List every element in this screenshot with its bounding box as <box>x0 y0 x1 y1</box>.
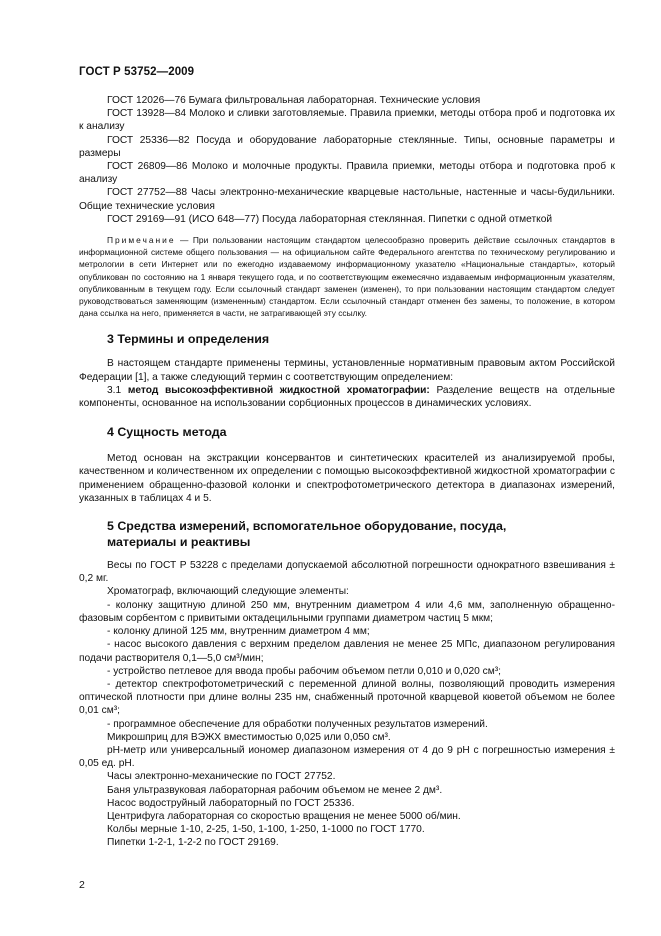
note-label: Примечание <box>107 235 176 246</box>
equipment-item: - насос высокого давления с верхним пределом давления не менее 25 МПс, диапазоном регулирования подачи растворителя 0,1—5,0 см³/мин; <box>79 639 615 664</box>
equipment-item: - колонку длиной 125 мм, внутренним диаметром 4 мм; <box>107 626 370 638</box>
section-5-heading-line1: 5 Средства измерений, вспомогательное оборудование, посуда, <box>107 519 507 534</box>
equipment-item: Насос водоструйный лабораторный по ГОСТ 25336. <box>107 797 355 809</box>
section-5-heading-line2: материалы и реактивы <box>107 535 251 550</box>
note-text: — При пользовании настоящим стандартом целесообразно проверить действие ссылочных стандартов в информационной системе общего пользования — на официальном сайте Федерального агентства по техническому регулированию и метрологии в сети Интернет или по ежегодно издаваемому информационному указателю «Национальные стандарты», который опубликован по состоянию на 1 января текущего года, и по соответствующим ежемесячно издаваемым информационным указателям, опубликованным в текущем году. Если ссылочный стандарт заменен (изменен), то при пользовании настоящим стандартом следует руководствоваться заменяющим (измененным) стандартом. Если ссылочный стандарт отменен без замены, то положение, в котором дана ссылка на него, применяется в части, не затрагивающей эту ссылку. <box>79 235 615 319</box>
equipment-item: Пипетки 1-2-1, 1-2-2 по ГОСТ 29169. <box>107 837 279 849</box>
equipment-item: - детектор спектрофотометрический с переменной длиной волны, позволяющий проводить измерения оптической плотности при длине волны 235 нм, снабженный проточной кварцевой кюветой объемом не более 0,01 см³; <box>79 678 615 717</box>
equipment-item: Центрифуга лабораторная со скоростью вращения не менее 5000 об/мин. <box>107 810 461 822</box>
equipment-item: Колбы мерные 1-10, 2-25, 1-50, 1-100, 1-250, 1-1000 по ГОСТ 1770. <box>107 824 425 836</box>
term-text: Разделение веществ на отдельные компоненты, основанное на использовании сорбционных процессов в динамических условиях. <box>79 384 615 410</box>
reference-item: ГОСТ 29169—91 (ИСО 648—77) Посуда лабораторная стеклянная. Пипетки с одной отметкой <box>107 213 553 225</box>
equipment-item: - колонку защитную длиной 250 мм, внутренним диаметром 4 или 4,6 мм, заполненную обращенно-фазовым сорбентом с привитыми октадецильными группами диаметром частиц 5 мкм; <box>79 599 615 624</box>
equipment-item: Весы по ГОСТ Р 53228 с пределами допускаемой абсолютной погрешности однократного взвешивания ± 0,2 мг. <box>79 560 615 585</box>
section-4-heading: 4 Сущность метода <box>107 425 227 440</box>
running-header: ГОСТ Р 53752—2009 <box>79 66 195 78</box>
equipment-item: Микрошприц для ВЭЖХ вместимостью 0,025 или 0,050 см³. <box>107 731 391 743</box>
reference-item: ГОСТ 13928—84 Молоко и сливки заготовляемые. Правила приемки, методы отбора проб и подготовка их к анализу <box>79 108 615 133</box>
equipment-item: Баня ультразвуковая лабораторная рабочим объемом не менее 2 дм³. <box>107 784 443 796</box>
equipment-item: рН-метр или универсальный иономер диапазоном измерения от 4 до 9 рН с погрешностью измерения ± 0,05 ед. рН. <box>79 744 615 770</box>
section-4-text: Метод основан на экстракции консервантов и синтетических красителей из анализируемой пробы, качественном и количественном их определении с помощью высокоэффективной жидкостной хроматографии с применением обращенно-фазовой колонки и спектрофотометрического детектора в диапазонах измерений, указанных в таблицах 4 и 5. <box>79 453 615 504</box>
term-number: 3.1 <box>107 384 128 396</box>
note-paragraph <box>79 234 615 319</box>
term-name: метод высокоэффективной жидкостной хроматографии: <box>127 384 430 396</box>
page-content <box>79 94 615 850</box>
reference-item: ГОСТ 25336—82 Посуда и оборудование лабораторные стеклянные. Типы, основные параметры и размеры <box>79 134 615 159</box>
equipment-item: Часы электронно-механические по ГОСТ 27752. <box>107 771 336 783</box>
term-definition <box>79 384 615 410</box>
equipment-item: - устройство петлевое для ввода пробы рабочим объемом петли 0,010 и 0,020 см³; <box>107 665 501 677</box>
reference-item: ГОСТ 26809—86 Молоко и молочные продукты. Правила приемки, методы отбора и подготовка проб к анализу <box>79 161 615 186</box>
section-3-heading: 3 Термины и определения <box>107 332 270 347</box>
equipment-item: Хроматограф, включающий следующие элементы: <box>107 586 349 598</box>
section-3-intro: В настоящем стандарте применены термины, установленные нормативным правовым актом Российской Федерации [1], а также следующий термин с соответствующим определением: <box>79 358 615 383</box>
equipment-item: - программное обеспечение для обработки полученных результатов измерений. <box>107 718 488 730</box>
reference-item: ГОСТ 12026—76 Бумага фильтровальная лабораторная. Технические условия <box>107 95 481 106</box>
reference-item: ГОСТ 27752—88 Часы электронно-механические кварцевые настольные, настенные и часы-будильники. Общие технические условия <box>79 187 615 212</box>
page-number: 2 <box>79 879 85 891</box>
section-5-heading <box>79 518 615 550</box>
